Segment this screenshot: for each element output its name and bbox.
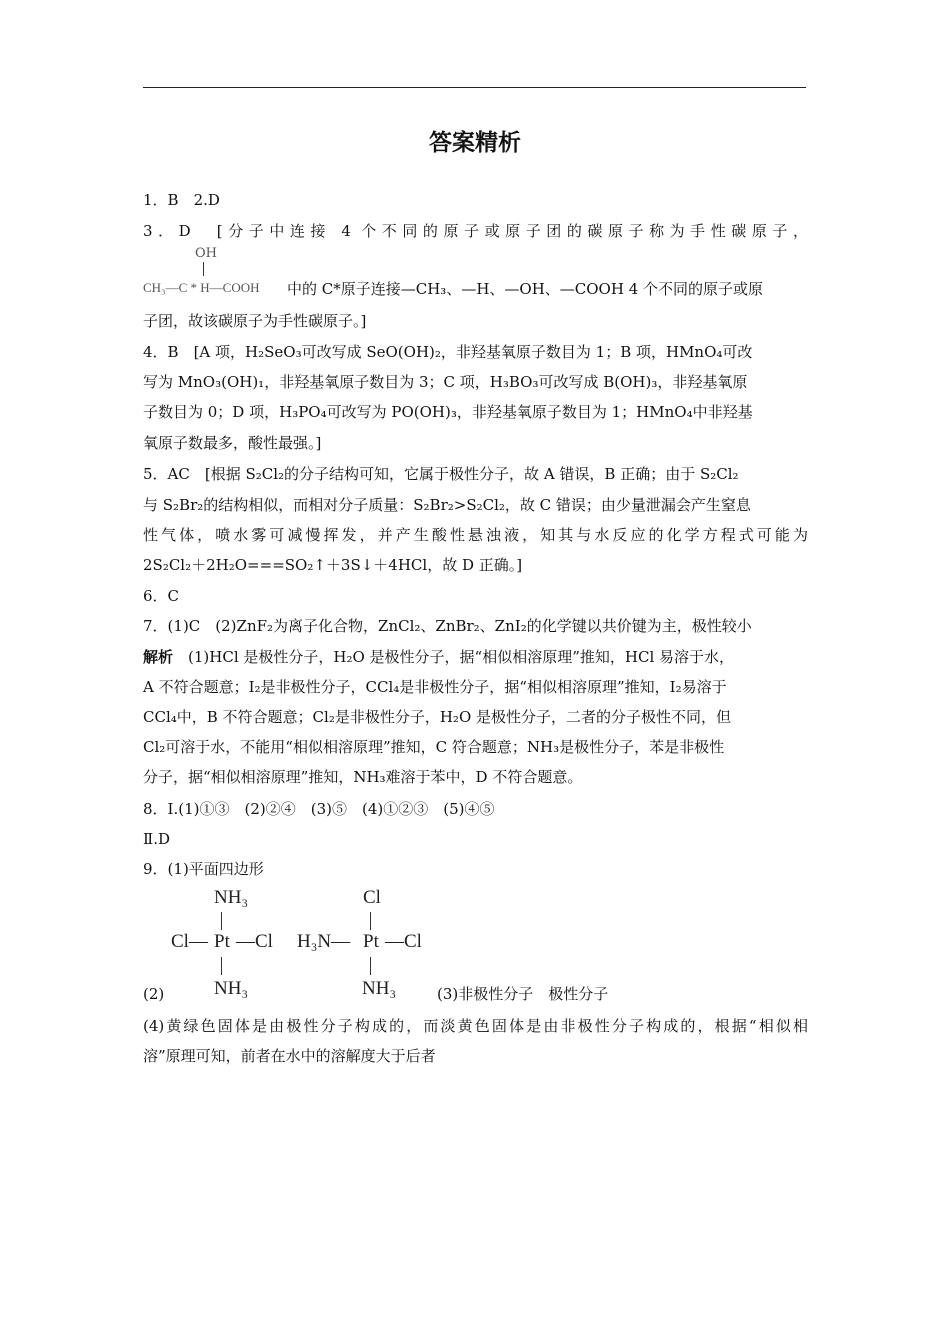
answer-4-line4: 氧原子数最多，酸性最强。] — [143, 434, 322, 452]
trans-bottom: NH₃ — [214, 978, 249, 999]
answer-4-line1: 4．B [A 项，H₂SeO₃可改写成 SeO(OH)₂，非羟基氧原子数目为 1；B 项，HMnO₄可改 — [143, 343, 753, 361]
analysis-text: (1)HCl 是极性分子，H₂O 是极性分子，据“相似相溶原理”推知，HCl 易溶于水， — [173, 648, 735, 666]
cis-center: Pt — [363, 931, 379, 952]
answer-5-line1: 5．AC [根据 S₂Cl₂的分子结构可知，它属于极性分子，故 A 错误，B 正确；由于 S₂Cl₂ — [143, 465, 739, 483]
analysis-line4: Cl₂可溶于水，不能用“相似相溶原理”推知，C 符合题意；NH₃是极性分子，苯是非极性 — [143, 738, 725, 756]
cis-left: H₃N— — [297, 931, 351, 952]
answer-3-line3: 子团，故该碳原子为手性碳原子。] — [143, 312, 367, 330]
trans-bond-top — [221, 912, 222, 930]
answer-9-part4-line1: (4)黄绿色固体是由极性分子构成的，而淡黄色固体是由非极性分子构成的，根据“相似相 — [143, 1017, 808, 1035]
trans-center: Pt — [214, 931, 230, 952]
cis-right: —Cl — [385, 931, 422, 952]
analysis-label: 解析 — [143, 648, 174, 666]
cis-bottom: NH₃ — [362, 978, 397, 999]
answer-5-line3: 性气体，喷水雾可减慢挥发，并产生酸性悬浊液，知其与水反应的化学方程式可能为 — [143, 526, 808, 544]
trans-top: NH₃ — [214, 887, 249, 908]
answer-7: 7．(1)C (2)ZnF₂为离子化合物，ZnCl₂、ZnBr₂、ZnI₂的化学键以共价键为主，极性较小 — [143, 617, 752, 635]
trans-left: Cl— — [171, 931, 208, 952]
answer-6: 6．C — [143, 587, 180, 605]
answer-1-2: 1．B 2.D — [143, 191, 220, 209]
analysis-line2: A 不符合题意；I₂是非极性分子，CCl₄是非极性分子，据“相似相溶原理”推知，I₂易溶于 — [143, 678, 727, 696]
answer-4-line2: 写为 MnO₃(OH)₁，非羟基氧原子数目为 3；C 项，H₃BO₃可改写成 B(OH)₃，非羟基氧原 — [143, 373, 748, 391]
analysis-line3: CCl₄中，B 不符合题意；Cl₂是非极性分子，H₂O 是极性分子，二者的分子极性不同，但 — [143, 708, 732, 726]
answer-8-part2: Ⅱ.D — [143, 830, 170, 848]
answer-9-part3: (3)非极性分子 极性分子 — [437, 985, 609, 1003]
analysis-line1 — [143, 647, 808, 667]
answer-9-part1: 9．(1)平面四边形 — [143, 860, 264, 878]
trans-bond-bottom — [221, 957, 222, 975]
cis-bond-top — [370, 912, 371, 930]
analysis-line5: 分子，据“相似相溶原理”推知，NH₃难溶于苯中，D 不符合题意。 — [143, 768, 583, 786]
answer-3-line2: 中的 C*原子连接—CH₃、—H、—OH、—COOH 4 个不同的原子或原 — [287, 280, 764, 298]
chiral-formula: CH₃—C * H—COOH — [143, 280, 260, 295]
page-title: 答案精析 — [429, 130, 521, 156]
answer-3-line1: 3．D [分子中连接 4 个不同的原子或原子团的碳原子称为手性碳原子， — [143, 222, 808, 240]
header-rule — [143, 87, 806, 88]
answer-9-part2-label: (2) — [143, 985, 165, 1003]
answer-5-line4: 2S₂Cl₂＋2H₂O===SO₂↑＋3S↓＋4HCl，故 D 正确。] — [143, 556, 523, 574]
cis-top: Cl — [363, 887, 381, 908]
answer-5-line2: 与 S₂Br₂的结构相似，而相对分子质量：S₂Br₂>S₂Cl₂，故 C 错误；由少量泄漏会产生窒息 — [143, 496, 751, 514]
formula-bond — [203, 262, 204, 276]
cis-bond-bottom — [370, 957, 371, 975]
answer-8-part1: 8．Ⅰ.(1)①③ (2)②④ (3)⑤ (4)①②③ (5)④⑤ — [143, 800, 495, 818]
formula-oh: OH — [195, 246, 217, 261]
answer-9-part4-line2: 溶”原理可知，前者在水中的溶解度大于后者 — [143, 1047, 436, 1065]
answer-4-line3: 子数目为 0；D 项，H₃PO₄可改写为 PO(OH)₃，非羟基氧原子数目为 1；HMnO₄中非羟基 — [143, 403, 753, 421]
trans-right: —Cl — [236, 931, 273, 952]
